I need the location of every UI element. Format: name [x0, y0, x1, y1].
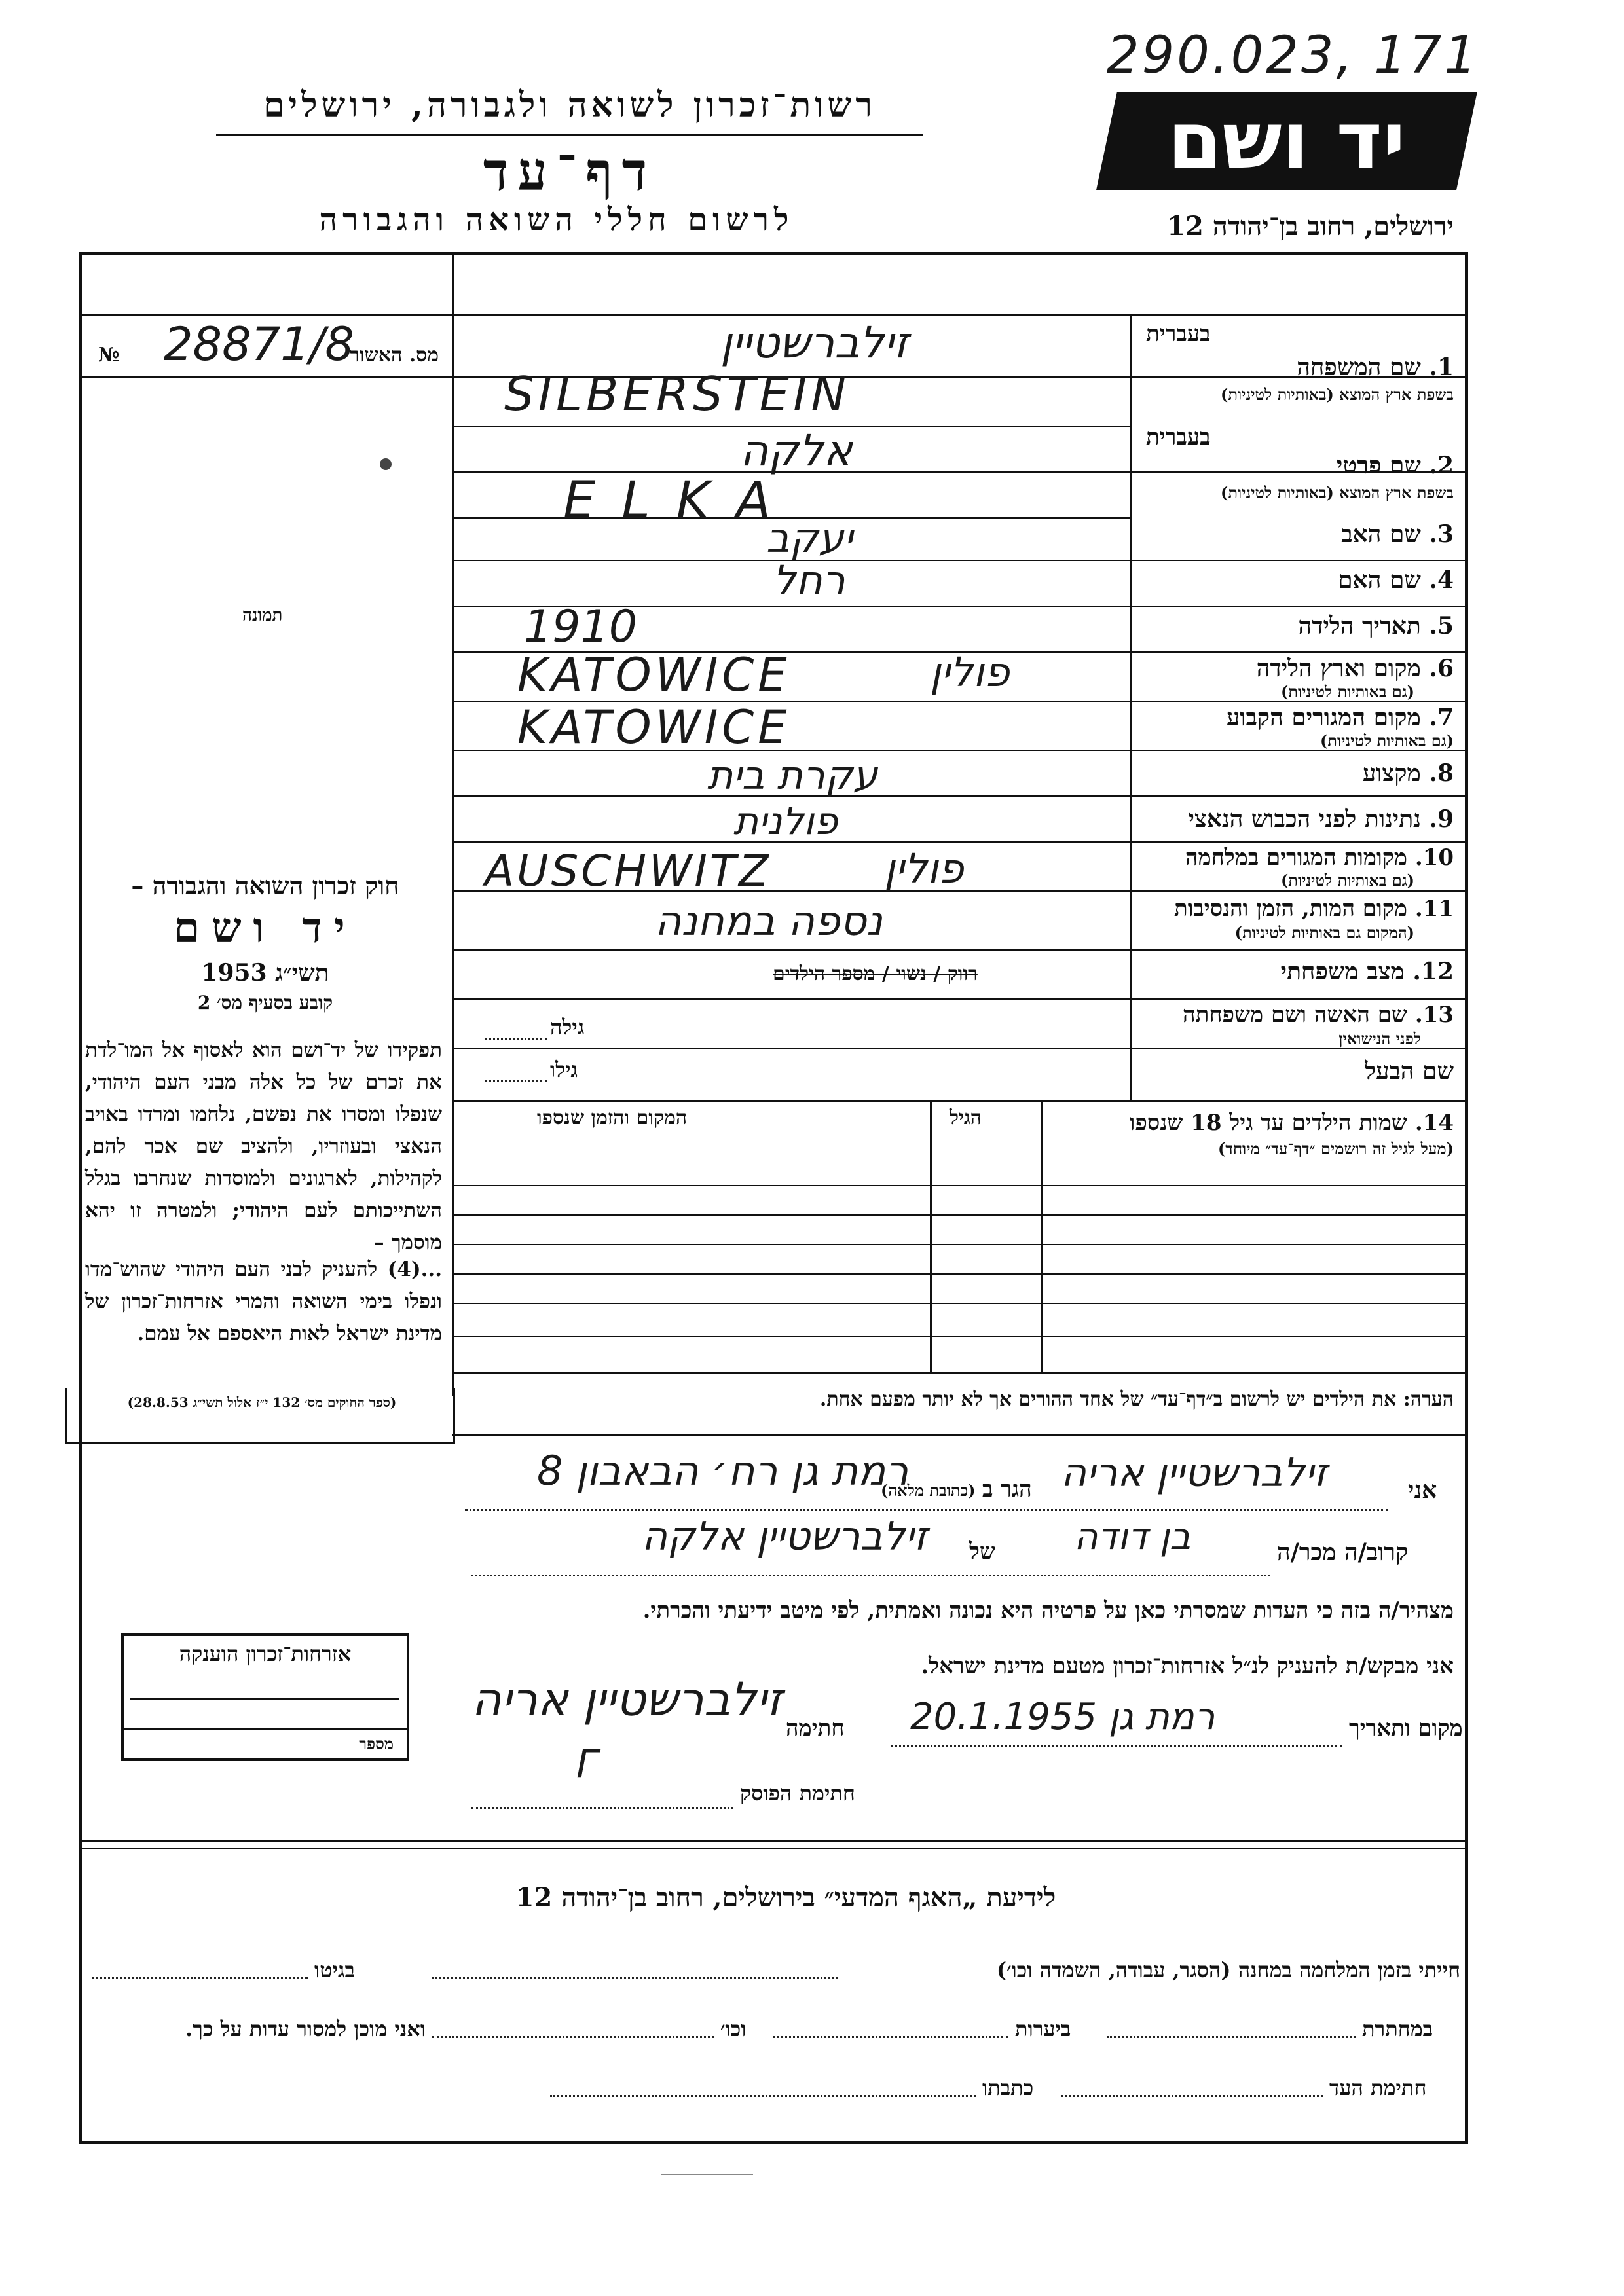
left-column-divider — [452, 252, 454, 1396]
sublabel-first-name: בשפת ארץ המוצא (באותיות לטיניות) — [1221, 483, 1454, 502]
value-wartime-residence: AUSCHWITZ — [485, 846, 771, 896]
form-title: דף־עד — [483, 141, 657, 202]
law-name: יד ושם — [174, 903, 357, 953]
permit-number: 28871/8 — [164, 318, 354, 371]
form-subtitle: לרשום חללי השואה והגבורה — [319, 202, 794, 238]
label-wife-age: גילה — [550, 1015, 585, 1040]
scan-mark — [661, 2174, 753, 2175]
note: הערה: את הילדים יש לרשום ב״דף־עד״ של אחד ההורים אך לא יותר מפעם אחת. — [819, 1388, 1454, 1411]
bottom-line-3-b: כתבתו — [982, 2075, 1034, 2100]
value-birth-place: KATOWICE — [517, 648, 791, 702]
label-profession: 8. מקצוע — [1362, 759, 1454, 787]
law-clause: קובע בסעיף מס׳ 2 — [197, 992, 333, 1013]
value-profession: עקרת בית — [707, 753, 878, 799]
bottom-line-2-a: במחתרת — [1362, 2016, 1433, 2041]
value-citizenship: פולנית — [733, 799, 838, 843]
label-birth-place: 6. מקום וארץ הלידה — [1256, 655, 1454, 682]
label-birth-date: 5. תאריך הלידה — [1298, 612, 1454, 640]
hebrew-tag-1: בעברית — [1146, 321, 1211, 347]
bottom-line-3-a: חתימת העד — [1329, 2075, 1427, 2100]
bottom-line-2-c: וכו׳ — [720, 2016, 747, 2041]
label-father-name: 3. שם האב — [1341, 520, 1454, 548]
value-signature: זילברשטיין אריה — [471, 1673, 783, 1726]
bottom-line-1-a: חייתי בזמן המלחמה במחנה (הסגר, עבודה, השמדה וכו׳) — [996, 1958, 1460, 1982]
label-family-name: 1. שם המשפחה — [1297, 354, 1454, 381]
label-wife-name: 13. שם האשה ושם משפחתה — [1183, 1002, 1454, 1028]
sublabel-children: (מעל לגיל זה רושמים ״דף־עד״ מיוחד) — [1217, 1139, 1454, 1158]
bottom-title: לידיעת „האגף המדעי״ בירושלים, רחוב בן־יהודה 12 — [515, 1882, 1056, 1913]
value-family-name-hebrew: זילברשטיין — [720, 318, 909, 368]
label-address-hint: (כתובת מלאה) — [881, 1481, 976, 1500]
bottom-line-2-d: ואני מוכן למסור עדות על כך. — [185, 2016, 426, 2041]
value-birth-country: פולין — [930, 648, 1010, 696]
declaration-line-2: אני מבקש/ת להעניק לנ״ל אזרחות־זכרון מטעם מדינת ישראל. — [921, 1653, 1454, 1679]
label-signature: חתימה — [786, 1715, 845, 1741]
law-text-2: ...(4) להעניק לבני העם היהודי שהוש־מדו ונפלו בימי השואה והמרי אזרחות־זכרון של מדינת ישראל לאות היאספם אל עמם. — [85, 1258, 442, 1345]
law-year: תשי״ג 1953 — [201, 959, 329, 987]
value-place-date: רמת גן 20.1.1955 — [910, 1696, 1215, 1738]
value-residence: KATOWICE — [517, 701, 791, 754]
label-officer-signature: חתימת הפוסק — [740, 1781, 855, 1806]
label-column-divider — [1130, 314, 1132, 1100]
sublabel-family-name: בשפת ארץ המוצא (באותיות לטיניות) — [1221, 385, 1454, 404]
permit-label: מס. האשור — [350, 344, 439, 367]
value-deceased-name: זילברשטיין אלקה — [642, 1514, 928, 1559]
label-death-place: 11. מקום המות, הזמן והנסיבות — [1173, 896, 1454, 922]
label-resides: הגר ב — [982, 1476, 1032, 1503]
sublabel-wartime-residence: (גם באותיות לטיניות) — [1280, 871, 1414, 890]
value-mother-name: רחל — [773, 556, 845, 604]
value-declarant-address: רמת גן רח׳ הבאבון 8 — [537, 1447, 909, 1495]
permit-row — [85, 318, 445, 376]
law-text: תפקידו של יד־ושם הוא לאסוף אל המו־לדת את זכרם של כל אלה מבני העם היהודי, שנפלו ומסרו את נפשם, נלחמו ומרדו באויב הנאצי ובעוזריו, ולהציב שם אכר להם, לקהילות, לארגונים ולמוסדות שנחרבו בגלל השתייכותם לעם היהודי; ולמטרה זו יהא מוסמך – — [85, 1038, 442, 1254]
address: ירושלים, רחוב בן־יהודה 12 — [1167, 211, 1454, 242]
bottom-line-1-b: בגיטו — [314, 1958, 355, 1982]
photo-placeholder-mark — [380, 458, 392, 470]
label-husband-age: גילו — [550, 1057, 578, 1082]
label-place-date: מקום ותאריך — [1349, 1715, 1463, 1741]
law-title: חוק זכרון השואה והגבורה – — [131, 871, 399, 900]
label-relation: קרוב/ה מכר/ה — [1277, 1539, 1409, 1566]
label-wartime-residence: 10. מקומות המגורים במלחמה — [1185, 845, 1454, 871]
label-i: אני — [1408, 1476, 1437, 1504]
photo-label: תמונה — [242, 606, 283, 625]
value-death-place: נספה במחנה — [655, 897, 883, 945]
archive-reference: 290.023, 171 — [1107, 26, 1480, 85]
citizenship-box-number-label: מספר — [359, 1734, 394, 1753]
yad-vashem-logo — [1096, 92, 1477, 190]
label-citizenship: 9. נתינות לפני הכבוש הנאצי — [1188, 805, 1454, 833]
sublabel-birth-place: (גם באותיות לטיניות) — [1280, 682, 1414, 701]
header-child-age: הגיל — [950, 1106, 982, 1129]
label-of: של — [969, 1539, 995, 1565]
sublabel-death-place: (המקום גם באותיות לטיניות) — [1234, 923, 1414, 942]
law-box — [65, 1388, 455, 1444]
label-husband-name: שם הבעל — [1365, 1057, 1454, 1085]
label-marital-status: 12. מצב משפחתי — [1280, 958, 1454, 985]
law-source: (ספר החוקים מס׳ 132 י״ז אלול תשי״ג 28.8.53) — [127, 1394, 397, 1410]
declaration-line-1: מצהיר/ה בזה כי העדות שמסרתי כאן על פרטיה היא נכונה ואמתית, לפי מיטב ידיעתי והכרתי. — [642, 1597, 1454, 1624]
label-residence: 7. מקום המגורים הקבוע — [1226, 704, 1454, 731]
value-father-name: יעקב — [766, 514, 853, 562]
officer-initials: ᒥ — [576, 1741, 599, 1787]
authority-name: רשות־זכרון לשואה ולגבורה, ירושלים — [263, 85, 876, 125]
label-first-name: 2. שם פרטי — [1336, 452, 1454, 479]
citizenship-box-title: אזרחות־זכרון הוענקה — [179, 1641, 352, 1666]
bottom-line-2-b: ביערות — [1015, 2016, 1071, 2041]
value-wartime-country: פולין — [884, 845, 964, 892]
citizenship-box — [121, 1633, 409, 1761]
label-children: 14. שמות הילדים עד גיל 18 שנספו — [1129, 1110, 1454, 1136]
label-mother-name: 4. שם האם — [1338, 566, 1454, 594]
value-relation: בן דודה — [1074, 1516, 1191, 1558]
sublabel-residence: (גם באותיות לטיניות) — [1320, 731, 1454, 750]
value-first-name-hebrew: אלקה — [740, 426, 853, 476]
header-child-place-time: המקום והזמן שנספו — [537, 1106, 688, 1129]
hebrew-tag-2: בעברית — [1146, 424, 1211, 450]
value-family-name-latin: SILBERSTEIN — [504, 367, 851, 422]
sublabel-wife-name: לפני הנישואין — [1338, 1029, 1421, 1048]
logo-text: יד ושם — [1168, 95, 1406, 187]
authority-underline — [216, 134, 923, 136]
value-declarant-name: זילברשטיין אריה — [1061, 1450, 1328, 1496]
value-marital-status-options: רווק / נשוי / מספר הילדים — [773, 962, 978, 985]
value-birth-date: 1910 — [524, 601, 638, 653]
value-first-name-latin: ELKA — [563, 471, 798, 530]
permit-no-label: № — [98, 344, 120, 367]
